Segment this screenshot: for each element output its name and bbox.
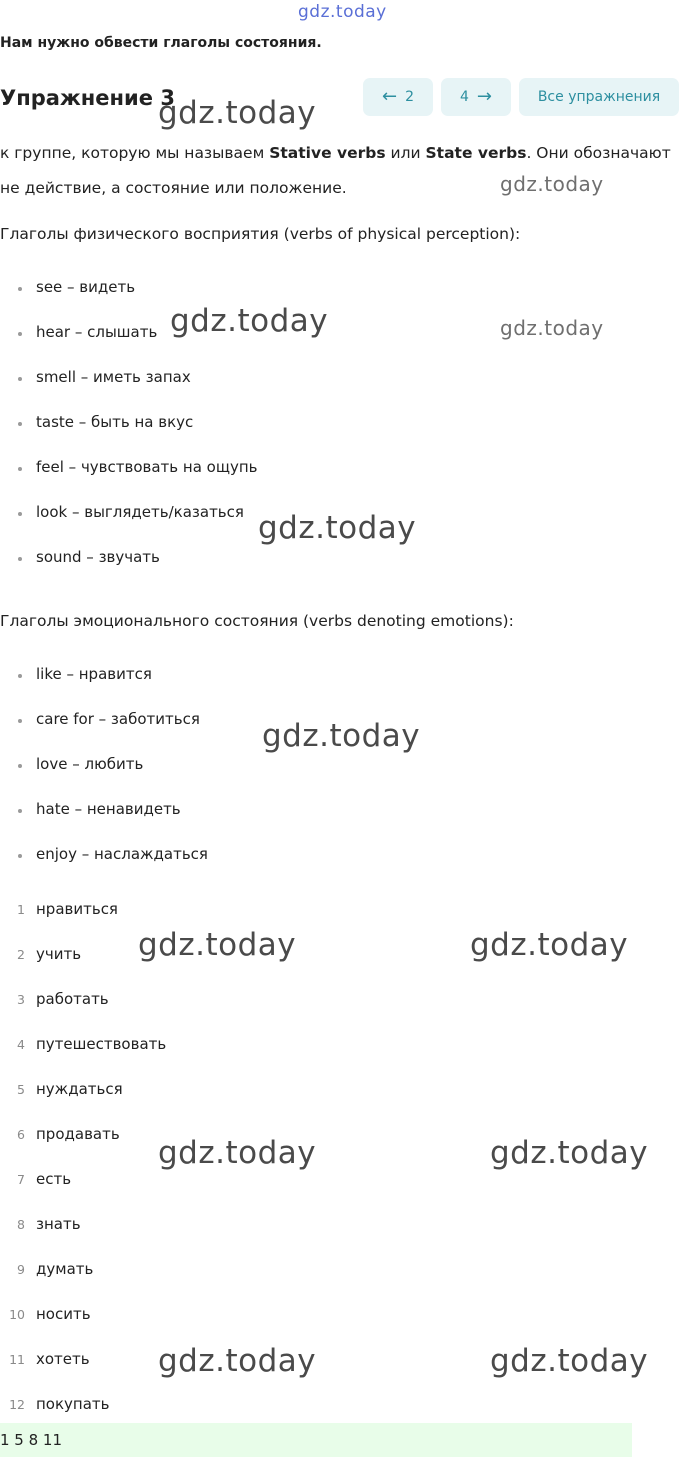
watermark: gdz.today	[262, 718, 421, 754]
next-exercise-label: 4	[459, 89, 469, 105]
numbered-item	[0, 900, 166, 945]
item-text: hear – слышать	[36, 323, 158, 341]
item-text: есть	[36, 1170, 72, 1188]
watermark: gdz.today	[298, 2, 387, 22]
item-text: like – нравится	[36, 665, 152, 683]
numbered-item	[0, 1170, 166, 1215]
item-number: 2	[17, 947, 25, 962]
answer-text: 1 5 8 11	[0, 1431, 63, 1449]
numbered-list	[0, 900, 166, 1440]
numbered-item	[0, 990, 166, 1035]
term-stative-verbs: Stative verbs	[269, 144, 386, 162]
item-text: знать	[36, 1215, 81, 1233]
watermark: gdz.today	[490, 1343, 649, 1379]
item-text: care for – заботиться	[36, 710, 200, 728]
watermark: gdz.today	[158, 1135, 317, 1171]
list-item	[0, 665, 208, 710]
bullet-icon	[18, 332, 22, 336]
exercise-title: Упражнение 3	[0, 86, 175, 110]
task-text: Нам нужно обвести глаголы состояния.	[0, 35, 322, 51]
list-item	[0, 368, 258, 413]
item-number: 1	[17, 902, 25, 917]
intro-text: к группе, которую мы называем	[0, 144, 270, 162]
item-text: хотеть	[36, 1350, 90, 1368]
list-item	[0, 755, 208, 800]
intro-text: или	[385, 144, 426, 162]
arrow-left-icon: ←	[381, 86, 398, 107]
watermark: gdz.today	[138, 927, 297, 963]
bullet-icon	[18, 512, 22, 516]
all-exercises-button[interactable]	[519, 78, 679, 116]
item-text: работать	[36, 990, 109, 1008]
item-number: 6	[17, 1127, 25, 1142]
item-text: love – любить	[36, 755, 144, 773]
item-number: 5	[17, 1082, 25, 1097]
numbered-item	[0, 1260, 166, 1305]
item-text: путешествовать	[36, 1035, 167, 1053]
item-text: учить	[36, 945, 82, 963]
watermark: gdz.today	[170, 303, 329, 339]
item-text: hate – ненавидеть	[36, 800, 181, 818]
item-text: нравиться	[36, 900, 118, 918]
item-text: думать	[36, 1260, 94, 1278]
list-item	[0, 548, 258, 593]
bullet-icon	[18, 557, 22, 561]
item-text: enjoy – наслаждаться	[36, 845, 208, 863]
intro-line-1	[0, 143, 671, 163]
list-item	[0, 458, 258, 503]
item-number: 8	[17, 1217, 25, 1232]
watermark: gdz.today	[500, 316, 604, 340]
item-text: taste – быть на вкус	[36, 413, 194, 431]
bullet-icon	[18, 764, 22, 768]
term-state-verbs: State verbs	[425, 144, 527, 162]
bullet-icon	[18, 422, 22, 426]
item-text: носить	[36, 1305, 91, 1323]
answer-box	[0, 1423, 632, 1457]
numbered-item	[0, 1215, 166, 1260]
emotions-list	[0, 665, 208, 890]
bullet-icon	[18, 854, 22, 858]
watermark: gdz.today	[500, 172, 604, 196]
bullet-icon	[18, 674, 22, 678]
watermark: gdz.today	[158, 1343, 317, 1379]
item-number: 10	[9, 1307, 25, 1322]
numbered-item	[0, 1035, 166, 1080]
item-number: 11	[9, 1352, 25, 1367]
emotions-heading: Глаголы эмоционального состояния (verbs denoting emotions):	[0, 612, 514, 630]
next-exercise-button[interactable]	[441, 78, 511, 116]
all-exercises-label: Все упражнения	[537, 89, 661, 105]
bullet-icon	[18, 719, 22, 723]
bullet-icon	[18, 467, 22, 471]
item-text: нуждаться	[36, 1080, 123, 1098]
item-text: продавать	[36, 1125, 120, 1143]
watermark: gdz.today	[490, 1135, 649, 1171]
bullet-icon	[18, 377, 22, 381]
perception-heading: Глаголы физического восприятия (verbs of physical perception):	[0, 225, 521, 243]
item-text: look – выглядеть/казаться	[36, 503, 244, 521]
arrow-right-icon: →	[476, 86, 492, 107]
item-text: sound – звучать	[36, 548, 160, 566]
item-number: 12	[9, 1397, 25, 1412]
watermark: gdz.today	[158, 95, 317, 131]
list-item	[0, 278, 258, 323]
list-item	[0, 845, 208, 890]
prev-exercise-label: 2	[405, 89, 414, 105]
watermark: gdz.today	[470, 927, 629, 963]
list-item	[0, 800, 208, 845]
numbered-item	[0, 1305, 166, 1350]
intro-line-2: не действие, а состояние или положение.	[0, 179, 347, 197]
list-item	[0, 710, 208, 755]
numbered-item	[0, 945, 166, 990]
item-text: покупать	[36, 1395, 110, 1413]
item-number: 4	[17, 1037, 25, 1052]
numbered-item	[0, 1125, 166, 1170]
item-number: 7	[17, 1172, 25, 1187]
watermark: gdz.today	[258, 510, 417, 546]
perception-list	[0, 278, 258, 593]
bullet-icon	[18, 809, 22, 813]
intro-text: . Они обозначают	[526, 144, 671, 162]
item-number: 3	[17, 992, 25, 1007]
item-text: smell – иметь запах	[36, 368, 191, 386]
numbered-item	[0, 1080, 166, 1125]
list-item	[0, 503, 258, 548]
item-text: feel – чувствовать на ощупь	[36, 458, 258, 476]
numbered-item	[0, 1350, 166, 1395]
prev-exercise-button[interactable]	[363, 78, 433, 116]
list-item	[0, 413, 258, 458]
bullet-icon	[18, 287, 22, 291]
list-item	[0, 323, 258, 368]
item-number: 9	[17, 1262, 25, 1277]
item-text: see – видеть	[36, 278, 136, 296]
